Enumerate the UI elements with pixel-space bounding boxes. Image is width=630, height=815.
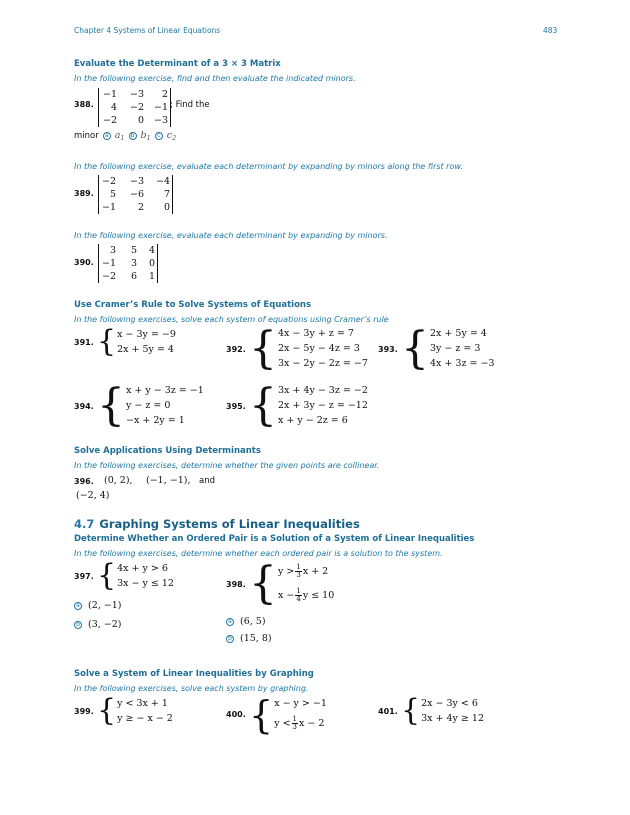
brace: { [97,558,117,593]
option-mark-a: a [103,132,111,140]
subsection-heading-determinant: Evaluate the Determinant of a 3 × 3 Matrix [74,59,281,69]
system-395: { 3x + 4y − 3z = −2 2x + 3y − z = −12 x + y − 2z = 6 [249,380,368,431]
instruction-minors-expand: In the following exercise, evaluate each determinant by expanding by minors. [74,231,388,240]
inequality-line-2: x − $\frac{1}{4}$ y ≤ 10 [278,587,335,603]
system-397: { 4x + y > 6 3x − y ≤ 12 [97,558,174,593]
and-text: and [199,476,215,486]
exercise-number: 395. [226,402,246,411]
minor-b1: $b_1$ [140,130,151,142]
brace: { [249,323,277,374]
option-point: (6, 5) [240,616,266,627]
brace: { [97,693,117,728]
option-mark-b: b [129,132,137,140]
exercise-number: 397. [74,572,94,581]
point-1: (0, 2), [104,475,133,486]
instruction-first-row: In the following exercise, evaluate each determinant by expanding by minors along the first row. [74,162,463,171]
point-2: (−1, −1), [146,475,191,486]
point-3: (−2, 4) [76,490,110,501]
inequality-line-1: y > $\frac{1}{3}$ x + 2 [278,563,329,579]
system-400 [249,693,327,737]
minor-c2: $c_2$ [166,130,177,142]
brace: { [249,693,274,737]
subsection-heading-ordered-pair: Determine Whether an Ordered Pair is a Solution of a System of Linear Inequalities [74,534,475,544]
option-mark-c: c [155,132,163,140]
fraction: $\frac{1}{4}$ [296,587,301,603]
fraction: $\frac{1}{3}$ [292,715,298,731]
instruction-cramer: In the following exercises, solve each system of equations using Cramer’s rule [74,315,389,324]
option-397-b [74,619,122,630]
exercise-number: 398. [226,580,246,589]
determinant-390: 3 5 4 −1 3 0 −2 6 1 [98,244,158,283]
option-point: (2, −1) [88,600,122,611]
option-mark-b: b [226,635,234,643]
subsection-heading-graphing: Solve a System of Linear Inequalities by Graphing [74,669,314,679]
exercise-number: 401. [378,707,398,716]
minor-a1: $a_1$ [114,130,125,142]
exercise-number: 400. [226,710,246,719]
fraction: $\frac{1}{3}$ [296,563,301,579]
option-point: (3, −2) [88,619,122,630]
brace: { [97,324,117,359]
option-398-a [226,616,266,627]
exercise-number: 393. [378,345,398,354]
brace: { [97,380,125,431]
subsection-heading-applications: Solve Applications Using Determinants [74,446,261,456]
brace: { [249,380,277,431]
instruction-ordered-pair: In the following exercises, determine whether each ordered pair is a solution to the system. [74,549,443,558]
determinant-388: −1 −3 2 4 −2 −1 −2 0 −3 [98,88,171,127]
section-number: 4.7 [74,517,95,531]
system-398 [249,558,335,609]
brace: { [249,558,277,609]
option-398-b [226,633,272,644]
exercise-number: 391. [74,338,94,347]
system-399: { y < 3x + 1 y ≥ − x − 2 [97,693,173,728]
option-397-a [74,600,122,611]
instruction-graphing: In the following exercises, solve each system by graphing. [74,684,309,693]
instruction-minors: In the following exercise, find and then evaluate the indicated minors. [74,74,356,83]
system-393: { 2x + 5y = 4 3y − z = 3 4x + 3z = −3 [401,323,495,374]
determinant-389: −2 −3 −4 5 −6 7 −1 2 0 [98,175,173,214]
system-394: { x + y − 3z = −1 y − z = 0 −x + 2y = 1 [97,380,204,431]
brace: { [401,693,421,728]
option-mark-a: a [226,618,234,626]
exercise-number: 389. [74,189,94,198]
running-header: Chapter 4 Systems of Linear Equations [74,26,221,35]
option-mark-a: a [74,602,82,610]
exercise-number: 390. [74,258,94,267]
section-title [74,517,360,531]
exercise-number: 399. [74,707,94,716]
option-mark-b: b [74,621,82,629]
minor-options [74,130,176,142]
option-point: (15, 8) [240,633,272,644]
exercise-number: 388. [74,100,94,109]
system-392: { 4x − 3y + z = 7 2x − 5y − 4z = 3 3x − 2y − 2z = −7 [249,323,368,374]
system-401: { 2x − 3y < 6 3x + 4y ≥ 12 [401,693,484,728]
exercise-number: 396. [74,477,94,486]
system-391: { x − 3y = −9 2x + 5y = 4 [97,324,176,359]
minor-label: minor [74,131,99,141]
exercise-number: 392. [226,345,246,354]
inequality-line-1: x − y > −1 [274,698,327,709]
inequality-line-2: y < $\frac{1}{3}$ x − 2 [274,715,325,731]
section-name: Graphing Systems of Linear Inequalities [99,517,360,531]
brace: { [401,323,429,374]
exercise-number: 394. [74,402,94,411]
find-text: ; Find the [170,100,210,110]
subsection-heading-cramer: Use Cramer’s Rule to Solve Systems of Equations [74,300,312,310]
page-number: 483 [543,26,558,35]
instruction-collinear: In the following exercises, determine whether the given points are collinear. [74,461,380,470]
